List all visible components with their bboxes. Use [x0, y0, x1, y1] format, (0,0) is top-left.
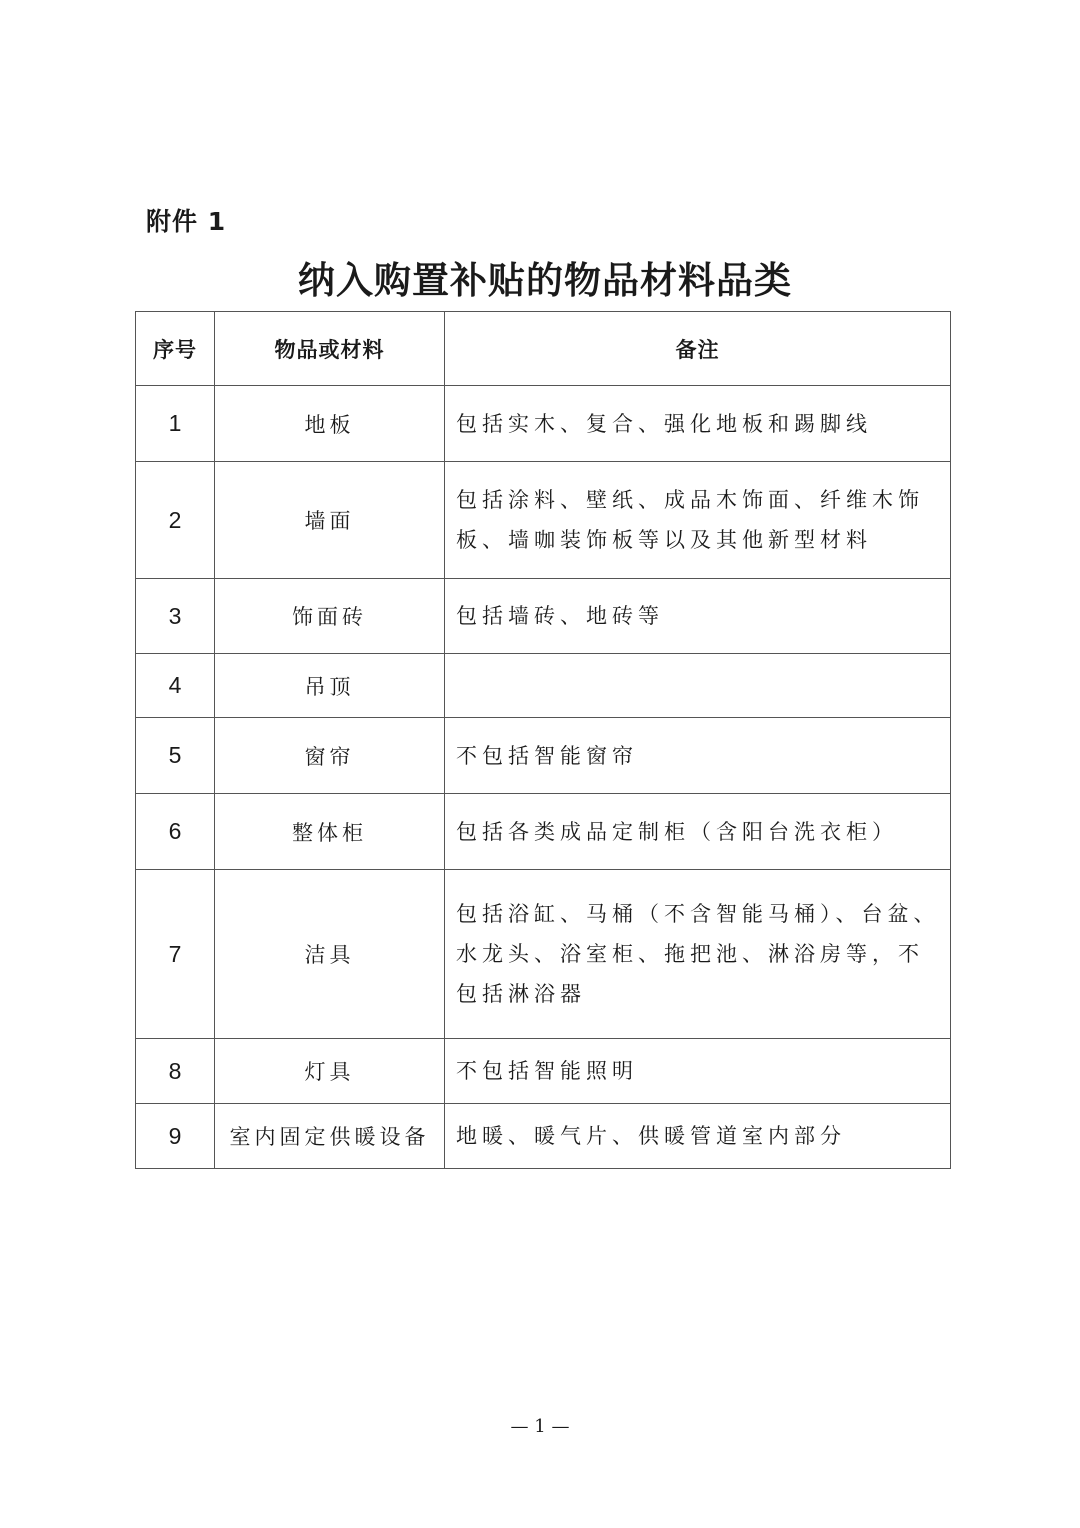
table-row	[136, 870, 951, 1039]
table-row	[136, 794, 951, 870]
row-note: 包括各类成品定制柜（含阳台洗衣柜）	[445, 794, 951, 870]
row-item: 整体柜	[215, 794, 445, 870]
row-number: 6	[136, 794, 215, 870]
table-row	[136, 462, 951, 579]
row-number: 9	[136, 1104, 215, 1169]
row-item: 洁具	[215, 870, 445, 1039]
row-item: 窗帘	[215, 718, 445, 794]
row-number: 7	[136, 870, 215, 1039]
row-note: 包括浴缸、马桶（不含智能马桶）、台盆、水龙头、浴室柜、拖把池、淋浴房等，不包括淋浴器	[445, 870, 951, 1039]
row-number: 4	[136, 654, 215, 718]
row-note: 不包括智能窗帘	[445, 718, 951, 794]
row-note: 地暖、暖气片、供暖管道室内部分	[445, 1104, 951, 1169]
row-number: 3	[136, 579, 215, 654]
row-number: 1	[136, 386, 215, 462]
row-item: 灯具	[215, 1039, 445, 1104]
table-header-row	[136, 312, 951, 386]
row-item: 饰面砖	[215, 579, 445, 654]
row-item: 墙面	[215, 462, 445, 579]
header-item: 物品或材料	[215, 312, 445, 386]
row-note	[445, 654, 951, 718]
table-row	[136, 1039, 951, 1104]
row-note: 包括涂料、壁纸、成品木饰面、纤维木饰板、墙咖装饰板等以及其他新型材料	[445, 462, 951, 579]
table-row	[136, 718, 951, 794]
document-title: 纳入购置补贴的物品材料品类	[298, 258, 792, 302]
row-number: 8	[136, 1039, 215, 1104]
header-note: 备注	[445, 312, 951, 386]
subsidy-items-table	[135, 311, 951, 1169]
row-note: 包括实木、复合、强化地板和踢脚线	[445, 386, 951, 462]
table-row	[136, 654, 951, 718]
row-number: 5	[136, 718, 215, 794]
row-number: 2	[136, 462, 215, 579]
row-note: 包括墙砖、地砖等	[445, 579, 951, 654]
row-item: 室内固定供暖设备	[215, 1104, 445, 1169]
attachment-label: 附件 1	[146, 207, 227, 236]
table-row	[136, 1104, 951, 1169]
header-no: 序号	[136, 312, 215, 386]
table-row	[136, 386, 951, 462]
row-item: 地板	[215, 386, 445, 462]
page-number: — 1 —	[510, 1416, 570, 1437]
row-item: 吊顶	[215, 654, 445, 718]
row-note: 不包括智能照明	[445, 1039, 951, 1104]
table-row	[136, 579, 951, 654]
